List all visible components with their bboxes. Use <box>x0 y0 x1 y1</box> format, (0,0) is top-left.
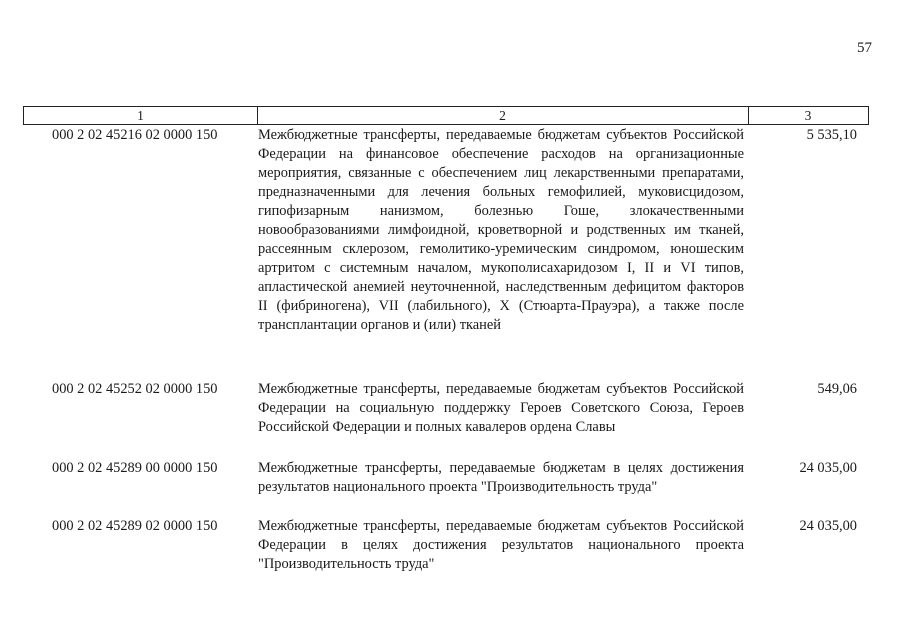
header-col-3: 3 <box>804 108 812 123</box>
header-col-1: 1 <box>24 107 258 124</box>
row-amount: 5 535,10 <box>806 127 857 143</box>
header-col-2: 2 <box>257 107 749 124</box>
budget-code: 000 2 02 45216 02 0000 150 <box>52 127 218 143</box>
row-description: Межбюджетные трансферты, передаваемые бюджетам субъектов Российской Федерации на финансовое обеспечение расходов на организационные мероприятия, связанные с обеспечением лиц лекарственными препаратами, предназначенными для лечения больных гемофилией, муковисцидозом, гипофизарным нанизмом, болезнью Гоше, злокачественными новообразованиями лимфоидной, кроветворной и родственных им тканей, рассеянным склерозом, гемолитико-уремическим синдромом, юношеским артритом с системным началом, мукополисахаридозом I, II и VI типов, апластической анемией неуточненной, наследственным дефицитом факторов II (фибриногена), VII (лабильного), X (Стюарта-Прауэра), а также после трансплантации органов и (или) тканей <box>258 127 744 333</box>
budget-code: 000 2 02 45289 00 0000 150 <box>52 460 218 476</box>
page-number: 57 <box>857 40 872 56</box>
row-amount: 24 035,00 <box>799 460 857 476</box>
budget-code: 000 2 02 45289 02 0000 150 <box>52 518 218 534</box>
row-description: Межбюджетные трансферты, передаваемые бюджетам субъектов Российской Федерации в целях достижения результатов национального проекта "Производительность труда" <box>258 518 744 572</box>
table-header <box>23 106 869 125</box>
budget-code: 000 2 02 45252 02 0000 150 <box>52 381 218 397</box>
row-amount: 24 035,00 <box>799 518 857 534</box>
row-description: Межбюджетные трансферты, передаваемые бюджетам в целях достижения результатов национального проекта "Производительность труда" <box>258 460 744 495</box>
row-description: Межбюджетные трансферты, передаваемые бюджетам субъектов Российской Федерации на социальную поддержку Героев Советского Союза, Героев Российской Федерации и полных кавалеров ордена Славы <box>258 381 744 435</box>
row-amount: 549,06 <box>817 381 857 397</box>
